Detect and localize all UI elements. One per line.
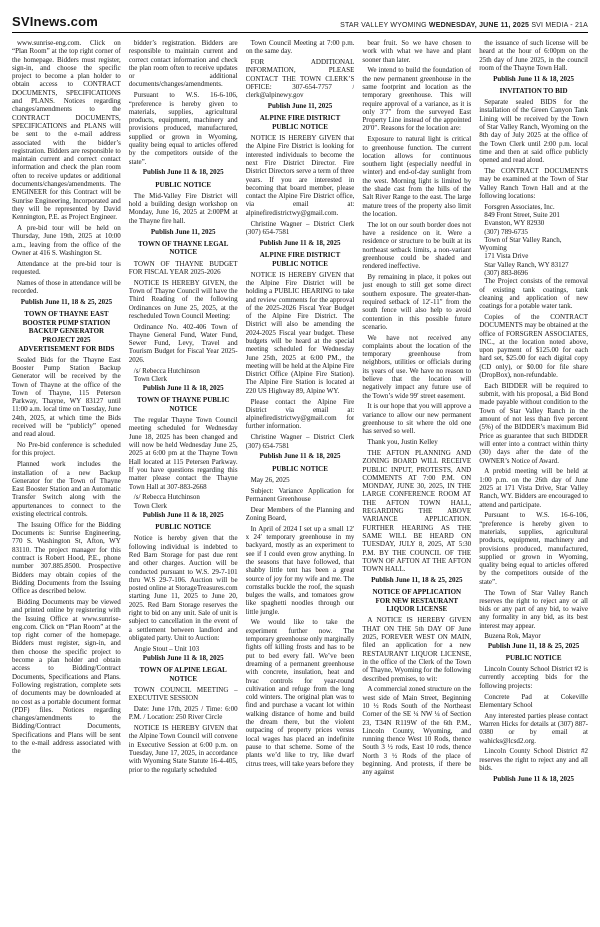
notice-heading: ALPINE FIRE DISTRICT PUBLIC NOTICE: [259, 114, 341, 131]
notice-heading: INVITATION TO BID: [499, 86, 568, 95]
column-4: [362, 39, 471, 919]
notice-paragraph: FOR ADDITIONAL INFORMATION, PLEASE CONTACT THE TOWN CLERK’S OFFICE: 307-654-7757 / clerk@alpinewy.gov: [245, 58, 355, 100]
address-line: Angie Stout – Unit 103: [133, 644, 200, 653]
publish-line: Publish June 11 & 18, 2025: [493, 74, 575, 83]
notice-heading: TOWN OF THAYNE LEGAL NOTICE: [137, 239, 229, 257]
notice-paragraph: Separate sealed BIDS for the installation of the Green Canyon Tank Lining will be received by the Town of Star Valley Ranch, Wyoming on the 8th day of July 2025 at the office of the Town Clerk until 2:00 p.m. local time and then at said office publicly opened and read aloud.: [479, 98, 588, 165]
publish-line: Publish June 11 & 18, 2025: [142, 653, 224, 662]
publish-line: Publish June 11 & 18, 2025: [142, 384, 224, 393]
column-2: [129, 39, 238, 919]
notice-paragraph: Each BIDDER will be required to submit, with his proposal, a Bid Bond made payable without condition to the Town of Star Valley Ranch in the amount of not less than five percent (5%) of the BIDDER’s maximum Bid Price as guarantee that such BIDDER will enter into a contract within thirty (30) days after the date of the OWNER’s Notice of Award.: [479, 381, 588, 465]
notice-heading: TOWN OF THAYNE PUBLIC NOTICE: [137, 396, 230, 414]
notice-paragraph: Dear Members of the Planning and Zoning Board,: [245, 505, 355, 522]
publish-line: Publish June 11, 18 & 25, 2025: [20, 297, 113, 306]
notice-paragraph: A pre-bid tour will be held on Thursday, June 19th, 2025 at 10:00 a.m., leaving from the office of the Owner at 416 S. Washington St.: [12, 224, 121, 257]
address-line: (307) 883-8696: [484, 269, 528, 278]
dateline-date: WEDNESDAY, JUNE 11, 2025: [428, 22, 530, 29]
publish-line: Publish June 11, 2025: [267, 102, 333, 111]
address-line: Evanston, WY 82930: [484, 219, 545, 228]
notice-paragraph: A commercial zoned structure on the west side of Main Street, Beginning 10 ½ Rods South of the Northeast Corner of the SE ¼ NW ¼ of Section 23, T34N R119W of the 6th P.M., Lincoln County, Wyoming, and running thence West 10 Rods, thence South 3 ½ rods, East 10 rods, thence North 3 ½ Rods of the place of beginning. And protests, if there be any against: [362, 685, 472, 777]
notice-paragraph: The Town of Star Valley Ranch reserves the right to reject any or all bids or any part of any bid, to waive any formality in any bid, as its best interest may appear.: [479, 588, 588, 630]
notice-paragraph: The Mid-Valley Fire District will hold a building design workshop on Monday, June 16, 2025 at 2:00PM at the Thayne fire hall.: [128, 191, 238, 225]
notice-paragraph: By remaining in place, it pokes out just enough to still get some direct southern exposure. The greater-than-required setback of 12′-11″ from the south fence will also help to avoid contention in this possible future scenario.: [362, 273, 472, 331]
notice-paragraph: No Pre-bid conference is scheduled for this project.: [12, 441, 121, 458]
publish-line: Publish June 11 & 18, 2025: [493, 774, 575, 783]
notice-paragraph: Bidding Documents may be viewed and printed online by registering with the Issuing Office at www.sunrise-eng.com. Click on “Plan Room” at the top right corner of the homepage. Bidders must register, sign-in, and then choose the specific project to become a plan holder and obtain access to Bidding/Contract Documents, Specifications and Plans. Following registration, complete sets of documents may be downloaded at no cost as a portable document format (PDF) files. Notices regarding changes/amendments to the Bidding/Contract Documents, Specifications and Plans will be sent to the e-mail address associated with the: [12, 597, 121, 756]
notice-paragraph: Attendance at the pre-bid tour is requested.: [12, 259, 121, 277]
notice-heading: PUBLIC NOTICE: [155, 523, 212, 532]
address-line: /s/ Rebecca Hutchinson: [133, 493, 200, 502]
notice-paragraph: Thank you, Justin Kelley: [367, 438, 438, 447]
notice-paragraph: Exposure to natural light is critical to greenhouse function. The current location allows for continuous southern light (especially needful in winter) and end-of-day sunlight from the west. Morning light is limited by the shade cast from the hills of the Salt River Range to the east. The large mature trees of the property also limit the location.: [362, 135, 472, 218]
publish-line: Publish June 11 & 18, 2025: [142, 510, 224, 519]
notice-paragraph: Notice is hereby given that the following individual is indebted to Red Barn Storage for past due rent and other charges. Auction will be conducted pursuant to W.S. 29-7-101 thru W.S 29-7-106. Auction will be posted online at StorageTreasures.com starting June 11, 2025 to June 20, 2025. Red Barn Storage reserves the right to bid on any unit. Sale of unit is subject to cancellation in the event of a settlement between landlord and obligated party. Unit to Auction:: [128, 534, 238, 642]
notice-heading: PUBLIC NOTICE: [272, 464, 328, 473]
notice-paragraph: Christine Wagner – District Clerk (307) 654-7581: [245, 219, 355, 236]
notice-paragraph: The CONTRACT DOCUMENTS may be examined at the Town of Star Valley Ranch Town Hall and at the following locations:: [479, 166, 588, 200]
notice-paragraph: It is our hope that you will approve a variance to allow our new permanent greenhouse to sit where the old one has served so well.: [362, 402, 472, 436]
notice-paragraph: NOTICE IS HEREBY GIVEN, the Town of Thayne Council will have the Third Reading of the following Ordinances on June 25, 2025, at the rescheduled Town Council Meeting:: [128, 278, 238, 320]
publish-line: Publish June 11, 2025: [150, 227, 216, 236]
notice-paragraph: NOTICE IS HEREBY GIVEN that the Alpine Town Council will convene in Executive Session at 6:00 p.m. on Tuesday, June 17, 2025, in accordance with Wyoming State Statute 16-4-405, prior to the regularly scheduled: [128, 724, 238, 774]
notice-paragraph: Christine Wagner – District Clerk (307) 654-7581: [245, 433, 355, 450]
notice-heading: PUBLIC NOTICE: [155, 180, 212, 189]
notice-paragraph: NOTICE IS HEREBY GIVEN that the Alpine Fire District will be holding a PUBLIC HEARING to take and review comments for the approval of the 2025-2026 Fiscal Year Budget of the Alpine Fire District. The District will also be amending the 2024-2025 Fiscal year budget. These budgets will be heard at the special meeting scheduled for Wednesday June 25th, 2025 at 6:00 PM., the meeting will be held at the Alpine Fire District Office (Alpine Fire Station). The Alpine Fire Station is located at 220 US Highway 89, Alpine WY.: [245, 270, 355, 395]
notice-paragraph: We have not received any complaints about the location of the temporary greenhouse from neighbors, utilities or officials during its years of use. We have no reason to believe that the location will negatively impact any future use of the Town’s wide 99′ street easement.: [362, 333, 472, 400]
publish-line: Publish June 11 & 18, 2025: [259, 452, 341, 461]
notice-heading: TOWN OF ALPINE LEGAL NOTICE: [139, 666, 227, 683]
column-5: [479, 39, 588, 919]
notice-paragraph: Lincoln County School District #2 is currently accepting bids for the following projects:: [479, 665, 588, 690]
publish-line: Publish June 11 & 18, 2025: [259, 238, 341, 247]
column-3: [246, 39, 355, 919]
notice-paragraph: In April of 2024 I set up a small 12′ x 24′ temporary greenhouse in my backyard, mostly as an experiment to see if I could even grow anything. In the seasons that have followed, that shabby little tent has been a great source of joy for my wife and me. The cornstalks buckle the roof, the squash bulges the walls, and tomatoes grow like spaghetti noodles through our little jungle.: [245, 524, 355, 616]
publish-line: Publish June 11 & 18, 2025: [142, 168, 224, 177]
notice-paragraph: Sealed Bids for the Thayne East Booster Pump Station Backup Generator will be received by the Town of Thayne at the office of the Town of Thayne, 115 Peterson Parkway, Thayne, WY 83127 until 11:00 a.m. local time on Tuesday, June 24th, 2025, at which time the Bids received will be “publicly” opened and read aloud.: [12, 355, 121, 439]
address-line: 171 Vista Drive: [484, 252, 529, 261]
notice-paragraph: NOTICE IS HEREBY GIVEN that the Alpine Fire District is looking for interested individuals to become the next Fire District Director. Fire District Directors serve a term of three years. If you are interested in becoming that board member, please contact the Alpine Fire District office, via email at: alpinefiredistrictwy@gmail.com.: [245, 134, 355, 217]
notice-paragraph: Town Council Meeting at 7:00 p.m. on the same day.: [245, 39, 355, 56]
notice-paragraph: Copies of the CONTRACT DOCUMENTS may be obtained at the office of FORSGREN ASSOCIATES, INC., at the location noted above, upon payment of $125.00 for each hard set, $25.00 for each digital copy (CD only), or $0.00 for file share (DropBox), non-refundable.: [479, 313, 588, 380]
address-line: Buzena Rok, Mayor: [484, 632, 541, 641]
publish-line: Publish June 11, 18 & 25, 2025: [371, 575, 463, 584]
address-line: Town of Star Valley Ranch, Wyoming: [479, 235, 562, 253]
notice-heading: ALPINE FIRE DISTRICT PUBLIC NOTICE: [259, 250, 341, 268]
notice-paragraph: A NOTICE IS HEREBY GIVEN THAT ON THE 5th DAY OF June 2025, FOREVER WEST ON MAIN, filed an application for a new RESTAURANT LIQUOR LICENSE, in the office of the Clerk of the Town of Thayne, Wyoming for the following described premises, to wit:: [362, 616, 472, 683]
address-line: 849 Front Street, Suite 201: [484, 210, 560, 219]
notice-paragraph: bear fruit. So we have chosen to work with what we have and plant sooner than later.: [362, 39, 472, 64]
notice-paragraph: The regular Thayne Town Council meeting scheduled for Wednesday June 18, 2025 has been changed and will now be held Wednesday June 25, 2025 at 6:00 pm at the Thayne Town Hall located at 115 Petersen Parkway. If you have questions regarding this matter please contact the Thayne Town Hall at 307-883-2668: [128, 416, 238, 491]
notice-paragraph: May 26, 2025: [250, 475, 290, 484]
notice-paragraph: The lot on our south border does not have a residence on it. Were a residence or structure to be built at its northeast setback limits, a non-variant greenhouse could be shaded and rendered ineffective.: [362, 220, 472, 271]
notice-paragraph: THE AFTON PLANNING AND ZONING BOARD WILL RECEIVE PUBLIC INPUT, PROTESTS, AND COMMENTS AT 7:00 P.M. ON MONDAY, JUNE 30, 2025, IN THE LARGE CONFERENCE ROOM AT THE AFTON TOWN HALL, REGARDING THE ABOVE VARIANCE APPLICATION. FURTHER HEARING AS THE SAME WILL BE HEARD ON TUESDAY, JULY 8, 2025, AT 5:30 P.M. BY THE COUNCIL OF THE TOWN OF AFTON AT THE AFTON TOWN HALL.: [362, 448, 472, 574]
notice-paragraph: A prebid meeting will be held at 1:00 p.m. on the 26th day of June 2025 at 171 Vista Drive, Star Valley Ranch, WY. Bidders are encouraged to attend and participate.: [479, 467, 588, 509]
notice-paragraph: We would like to take the experiment further now. The temporary greenhouse only marginally fights off killing frosts and has to be put to bed every fall. We’ve been dreaming of a permanent greenhouse with concrete, insulation, heat and hvac controls for year-round cultivation and refuge from the long cold winters. The original plan was to find and purchase a vacant lot within walking distance of home and build the dream there, but the violent outpacing of property prices versus local wages has placed an indefinite pause to that scheme. Some of the plants we’d like to try, like dwarf citrus trees, will take years before they: [245, 618, 355, 768]
columns: [12, 39, 588, 919]
column-1: [12, 39, 121, 919]
notice-paragraph: Pursuant to W.S. 16-6-106, “preference is hereby given to materials, supplies, agricultural products, equipment, machinery and provisions produced, manufactured, supplied or grown in Wyoming, quality being equal to articles offered by the competitors outside of the state”.: [479, 511, 588, 586]
address-line: Forsgren Associates, Inc.: [484, 202, 555, 211]
notice-paragraph: Any interested parties please contact Warren Hicks for details at (307) 887-0380 or by email at wahicks@lcsd2.org.: [479, 711, 588, 745]
notice-paragraph: The Project consists of the removal of existing tank coatings, tank cleaning and application of new coatings for a potable water tank.: [479, 277, 588, 311]
notice-paragraph: www.sunrise-eng.com. Click on “Plan Room” at the top right corner of the homepage. Bidders must register, sign-in, and choose the specific project to become a plan holder to obtain access to CONTRACT DOCUMENTS, SPECIFICATIONS and PLANS. Notices regarding changes/amendments to the CONTRACT DOCUMENTS, SPECIFICATIONS and PLANS will be sent to the e-mail address associated with the bidder’s registration. Bidders are responsible to maintain current and correct contact information and check the plan room often to receive updates or additional documents/changes/amendments. The ENGINEER for this Contract will be Sunrise Engineering, Incorporated and they will be represented by David Kennington, P.E. as Project Engineer.: [12, 39, 121, 222]
notice-paragraph: We intend to build the foundation of the new permanent greenhouse in the same footprint and location as the temporary greenhouse. This will require approval of a variance, as it is only 3′7″ from the surveyed East Property Line instead of the appointed 20′0″. Reasons for the location are:: [362, 66, 472, 133]
dateline: [340, 22, 588, 29]
notice-paragraph: Date: June 17th, 2025 / Time: 6:00 P.M. / Location: 250 River Circle: [128, 705, 238, 722]
notice-paragraph: Pursuant to W.S. 16-6-106, “preference is hereby given to materials, supplies, agricultural products, equipment, machinery and provisions produced, manufactured, supplied or grown in Wyoming, quality being equal to articles offered by the competitors outside of the state”.: [128, 91, 238, 166]
notice-heading: NOTICE OF APPLICATION FOR NEW RESTAURANT LIQUOR LICENSE: [372, 588, 462, 614]
notice-paragraph: Names of those in attendance will be recorded.: [12, 278, 121, 296]
notice-heading: PUBLIC NOTICE: [505, 654, 562, 663]
notice-paragraph: Planned work includes the installation of a new Backup Generator for the Town of Thayne East Booster Station and an Automatic Transfer Switch along with the appurtenances to connect to the existing electrical controls.: [12, 460, 121, 519]
notice-paragraph: The Issuing Office for the Bidding Documents is: Sunrise Engineering, 770 S. Washington St, Afton, WY 83110. The project manager for this contract is Robert Hood, P.E., phone number 307.885.8500. Prospective Bidders may obtain copies of the Bidding Documents from the Issuing Office as described below.: [12, 520, 121, 596]
notice-paragraph: Ordinance No. 402-406 Town of Thayne General Fund, Water Fund, Sewer Fund, Levy, Travel and Tourism Budget for Fiscal Year 2025-2026.: [128, 322, 238, 364]
notice-paragraph: the issuance of such license will be heard at the hour of 6:00pm on the 25th day of June 2025, in the council room of the Thayne Town Hall.: [479, 39, 588, 72]
notice-paragraph: Subject: Variance Application for Permanent Greenhouse: [245, 486, 355, 503]
notice-paragraph: Concrete Pad at Cokeville Elementary School: [479, 692, 588, 709]
dateline-location: STAR VALLEY WYOMING: [340, 22, 427, 29]
publish-line: Publish June 11, 18 & 25, 2025: [487, 641, 580, 650]
masthead: [12, 14, 588, 33]
notice-paragraph: bidder’s registration. Bidders are responsible to maintain current and correct contact information and check the plan room often to receive updates or additional documents/changes/amendments.: [128, 39, 238, 89]
notice-paragraph: Lincoln County School District #2 reserves the right to reject any and all bids.: [479, 747, 588, 772]
notice-heading: TOWN OF THAYNE EAST BOOSTER PUMP STATION BACKUP GENERATOR PROJECT 2025 ADVERTISEMENT FOR BIDS: [18, 310, 115, 353]
notice-paragraph: TOWN COUNCIL MEETING – EXECUTIVE SESSION: [128, 685, 238, 703]
site-name: SVInews.com: [12, 14, 99, 29]
address-line: Star Valley Ranch, WY 83127: [484, 260, 569, 269]
address-line: (307) 789-6735: [484, 227, 528, 236]
address-line: /s/ Rebecca Hutchinson: [133, 366, 200, 375]
address-line: Town Clerk: [133, 501, 167, 510]
notice-paragraph: Please contact the Alpine Fire District via email at: alpinefiredistrictwy@gmail.com for further information.: [245, 397, 355, 431]
dateline-page-number: SVI MEDIA - 21A: [531, 22, 588, 29]
notice-paragraph: TOWN OF THAYNE BUDGET FOR FISCAL YEAR 2025-2026: [128, 259, 238, 276]
address-line: Town Clerk: [133, 374, 167, 383]
